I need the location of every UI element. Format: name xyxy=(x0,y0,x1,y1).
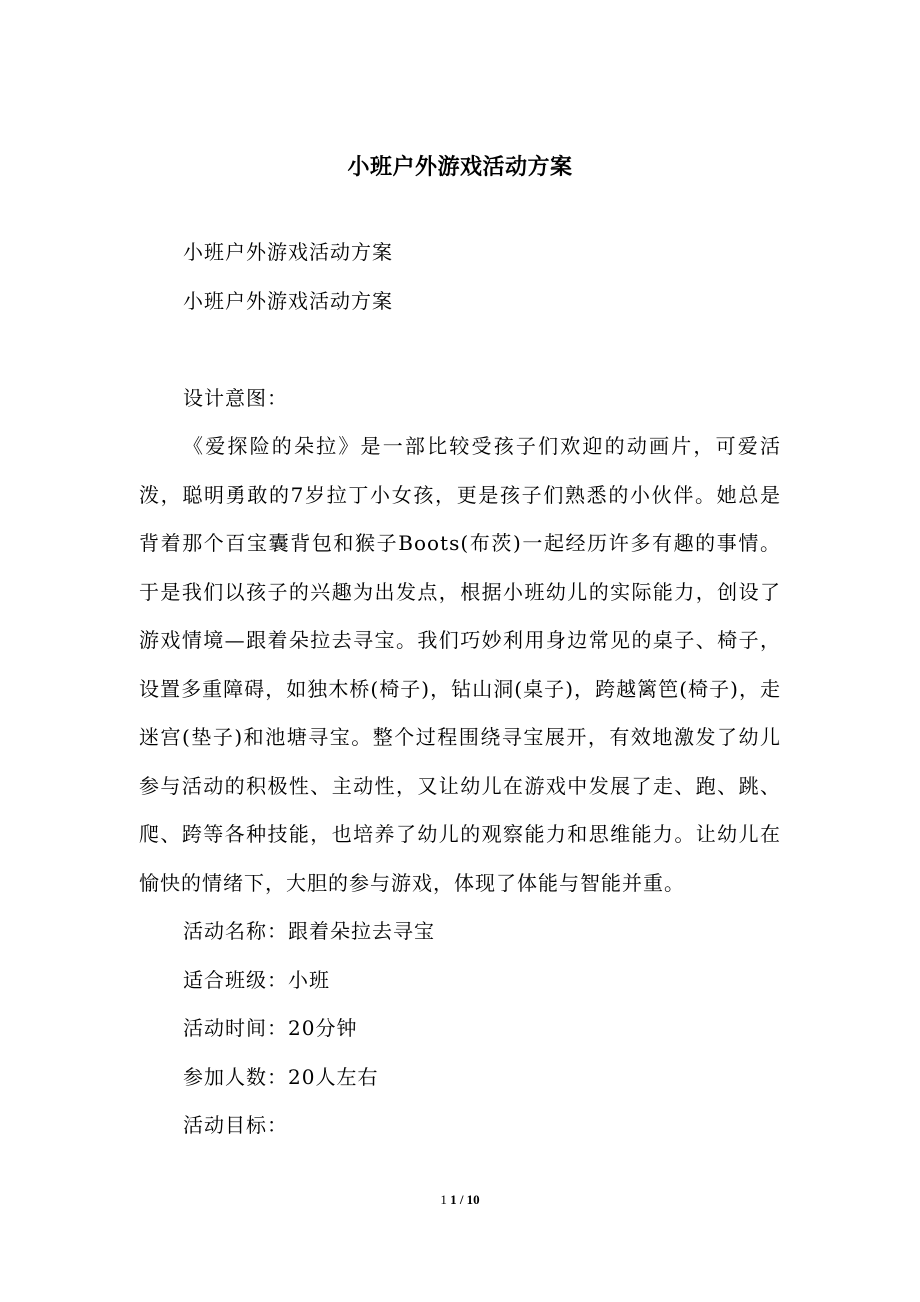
paragraph: 《爱探险的朵拉》是一部比较受孩子们欢迎的动画片，可爱活泼，聪明勇敢的7岁拉丁小女孩，更是孩子们熟悉的小伙伴。她总是背着那个百宝囊背包和猴子Boots(布茨)一起经历许多有趣的事情。于是我们以孩子的兴趣为出发点，根据小班幼儿的实际能力，创设了游戏情境—跟着朵拉去寻宝。我们巧妙利用身边常见的桌子、椅子，设置多重障碍，如独木桥(椅子)，钻山洞(桌子)，跨越篱笆(椅子)，走迷宫(垫子)和池塘寻宝。整个过程围绕寻宝展开，有效地激发了幼儿参与活动的积极性、主动性，又让幼儿在游戏中发展了走、跑、跳、爬、跨等各种技能，也培养了幼儿的观察能力和思维能力。让幼儿在愉快的情绪下，大胆的参与游戏，体现了体能与智能并重。 xyxy=(139,434,781,895)
page-footer xyxy=(0,1190,920,1210)
page-number: 1 / 10 xyxy=(450,1192,480,1207)
paragraph: 活动名称：跟着朵拉去寻宝 xyxy=(183,919,435,943)
paragraph: 设计意图： xyxy=(183,385,288,410)
paragraph: 小班户外游戏活动方案 xyxy=(183,288,393,313)
blank-line xyxy=(139,325,781,374)
paragraph: 活动时间：20分钟 xyxy=(183,1016,358,1040)
document-title: 小班户外游戏活动方案 xyxy=(347,154,573,180)
paragraph: 适合班级：小班 xyxy=(183,967,330,992)
document-body xyxy=(139,228,781,1150)
footer-left-number: 1 xyxy=(440,1192,447,1207)
paragraph: 小班户外游戏活动方案 xyxy=(183,240,393,264)
paragraph: 活动目标： xyxy=(183,1113,288,1137)
paragraph: 参加人数：20人左右 xyxy=(183,1064,379,1089)
